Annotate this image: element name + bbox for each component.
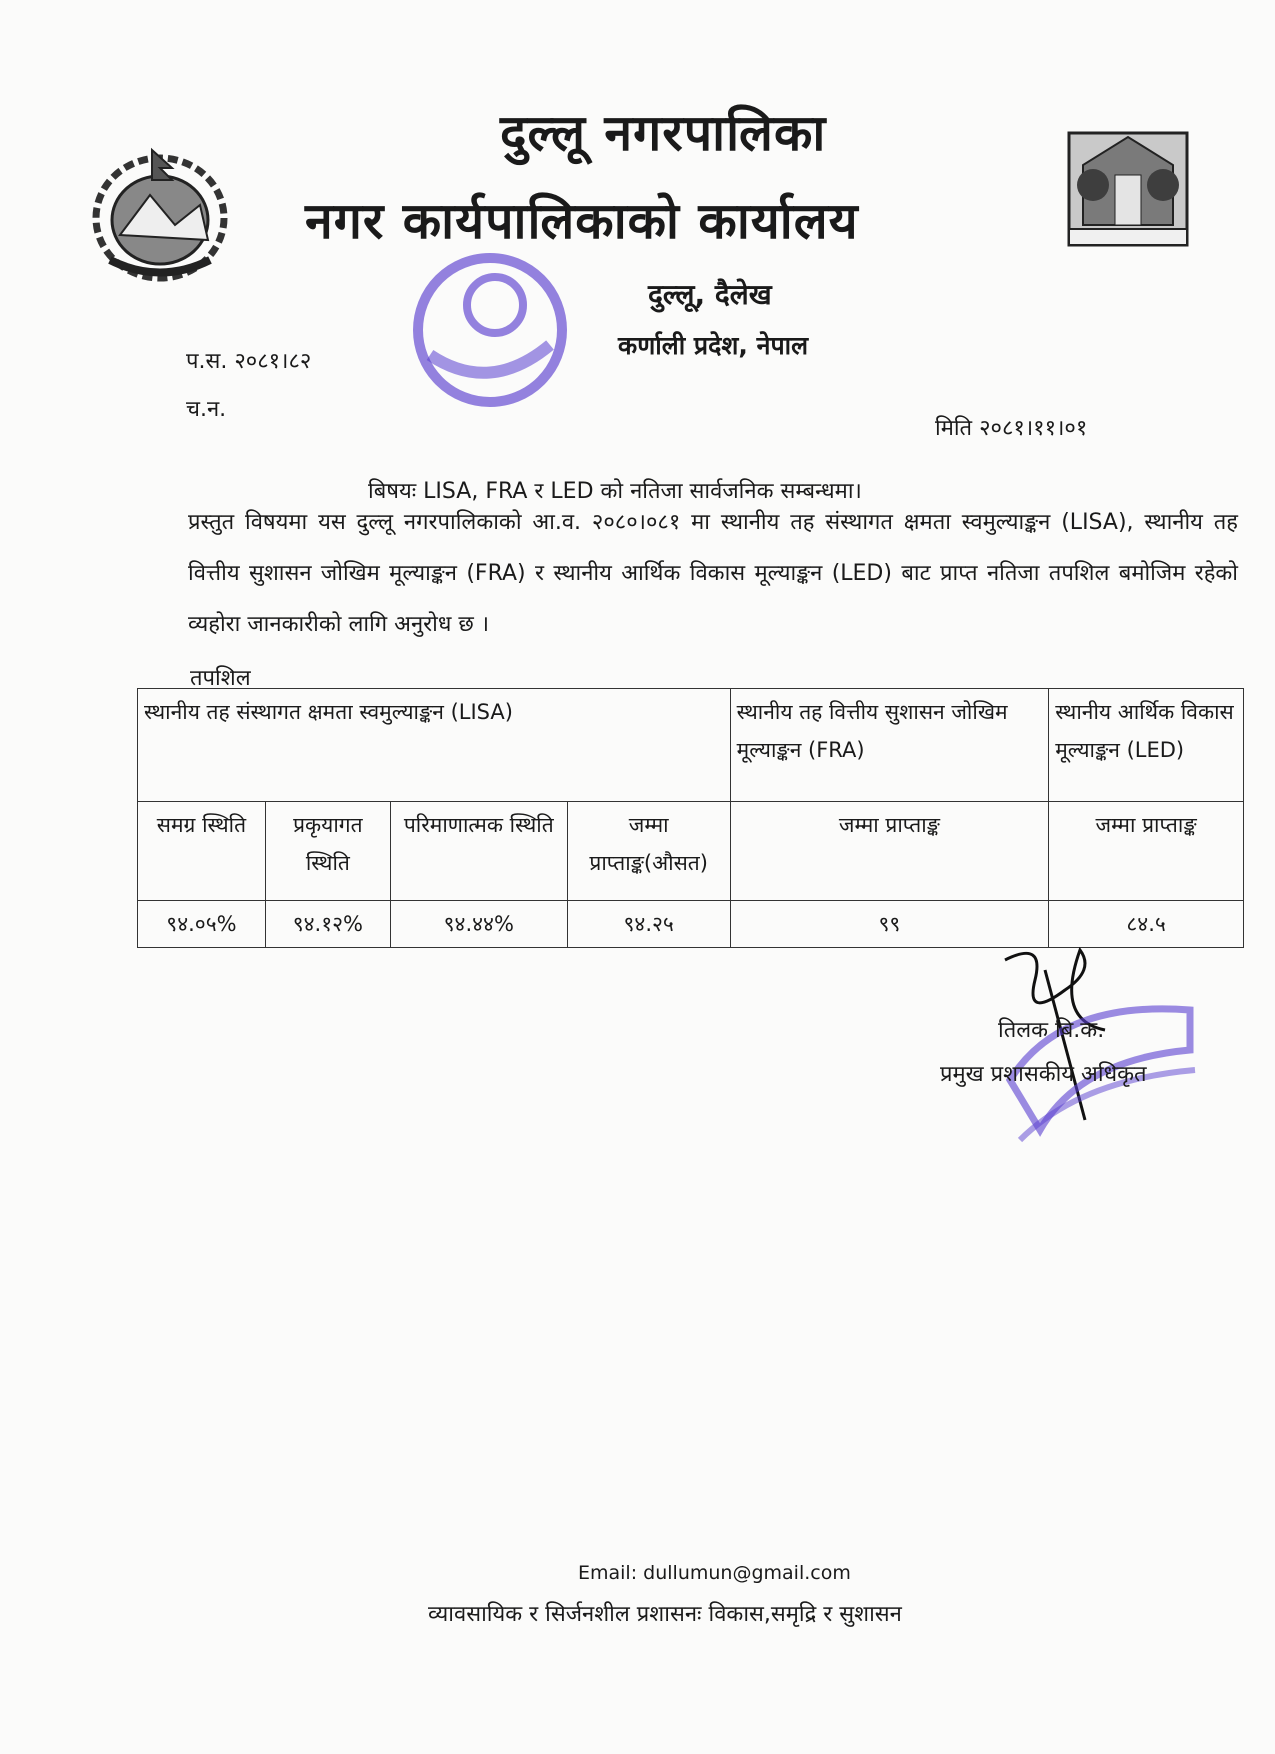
subject-line: बिषयः LISA, FRA र LED को नतिजा सार्वजनिक सम्बन्धमा।: [368, 479, 862, 504]
signatory-title: प्रमुख प्रशासकीय अधिकृत: [940, 1062, 1147, 1087]
office-stamp-icon: [400, 245, 580, 415]
nepal-emblem-icon: [80, 140, 240, 290]
lisa-process-header: प्रकृयागत स्थिति: [265, 802, 390, 901]
lisa-header: स्थानीय तह संस्थागत क्षमता स्वमुल्याङ्कन (LISA): [138, 689, 731, 802]
fra-header: स्थानीय तह वित्तीय सुशासन जोखिम मूल्याङ्कन (FRA): [730, 689, 1049, 802]
lisa-quantitative-value: ९४.४४%: [390, 901, 567, 948]
led-total-header: जम्मा प्राप्ताङ्क: [1049, 802, 1244, 901]
footer-email: Email: dullumun@gmail.com: [578, 1562, 851, 1584]
location: दुल्लू, दैलेख: [648, 278, 772, 311]
fra-total-value: ९९: [730, 901, 1049, 948]
led-total-value: ८४.५: [1049, 901, 1244, 948]
municipality-name: दुल्लू नगरपालिका: [500, 104, 827, 162]
dispatch-number: च.न.: [186, 397, 227, 422]
signatory-name: तिलक बि.क.: [998, 1018, 1105, 1043]
office-name: नगर कार्यपालिकाको कार्यालय: [305, 192, 859, 250]
lisa-process-value: ९४.१२%: [265, 901, 390, 948]
body-paragraph: प्रस्तुत विषयमा यस दुल्लू नगरपालिकाको आ.व. २०८०।०८१ मा स्थानीय तह संस्थागत क्षमता स्वमुल्याङ्कन (LISA), स्थानीय तह वित्तीय सुशासन जोखिम मूल्याङ्कन (FRA) र स्थानीय आर्थिक विकास मूल्याङ्कन (LED) बाट प्राप्त नतिजा तपशिल बमोजिम रहेको व्यहोरा जानकारीको लागि अनुरोध छ ।: [188, 510, 1238, 637]
lisa-overall-header: समग्र स्थिति: [138, 802, 266, 901]
municipality-logo-icon: [1063, 125, 1193, 253]
fra-total-header: जम्मा प्राप्ताङ्क: [730, 802, 1049, 901]
details-label: तपशिल: [190, 666, 251, 691]
lisa-total-header: जम्मा प्राप्ताङ्क(औसत): [567, 802, 730, 901]
led-header: स्थानीय आर्थिक विकास मूल्याङ्कन (LED): [1049, 689, 1244, 802]
letter-date: मिति २०८१।११।०१: [935, 416, 1088, 441]
province: कर्णाली प्रदेश, नेपाल: [618, 331, 809, 360]
footer-slogan: व्यावसायिक र सिर्जनशील प्रशासनः विकास,समृद्रि र सुशासन: [428, 1602, 902, 1627]
lisa-quantitative-header: परिमाणात्मक स्थिति: [390, 802, 567, 901]
lisa-overall-value: ९४.०५%: [138, 901, 266, 948]
lisa-total-value: ९४.२५: [567, 901, 730, 948]
results-table: [137, 688, 1244, 948]
letter-number: प.स. २०८१।८२: [186, 349, 312, 374]
